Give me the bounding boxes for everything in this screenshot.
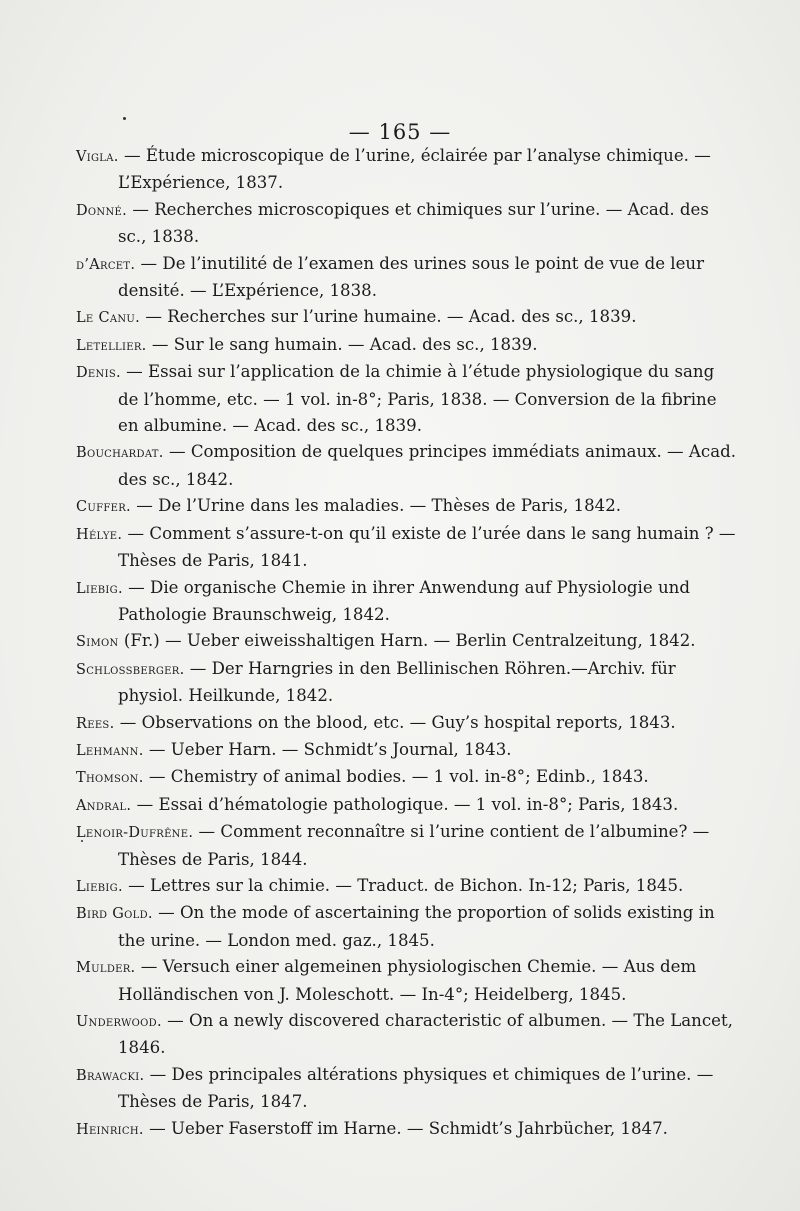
entry-text: — Comment reconnaître si l’urine contient de l’albumine? — Thèses de Paris, 1844. <box>118 822 710 869</box>
entry-author: Schlossberger. <box>76 661 185 678</box>
bibliography-entry <box>76 819 736 873</box>
entry-author: Donné. <box>76 202 128 219</box>
entry-author: Cuffer. <box>76 499 131 516</box>
entry-author: Brawacki. <box>76 1067 145 1084</box>
bibliography-entry <box>76 359 736 439</box>
entry-text: — On the mode of ascertaining the proportion of solids existing in the urine. — London med. gaz., 1845. <box>118 903 715 950</box>
entry-text: — Chemistry of animal bodies. — 1 vol. in-8°; Edinb., 1843. <box>143 767 649 787</box>
entry-author: Letellier. <box>76 337 147 354</box>
entry-text: — Essai sur l’application de la chimie à l’étude physiologique du sang de l’homme, etc. — 1 vol. in-8°; Paris, 1838. — Conversion de la fibrine en albumine. — Acad. des sc., 1839. <box>118 362 717 436</box>
entry-text: — Recherches microscopiques et chimiques sur l’urine. — Acad. des sc., 1838. <box>118 199 709 247</box>
bibliography-entry <box>76 628 736 655</box>
entry-author: Liebig. <box>76 878 123 895</box>
entry-text: — Essai d’hématologie pathologique. — 1 vol. in-8°; Paris, 1843. <box>131 794 679 814</box>
entry-text: — Étude microscopique de l’urine, éclairée par l’analyse chimique. — L’Expérience, 1837. <box>118 146 711 193</box>
bibliography-entry <box>76 873 736 900</box>
bibliography-entry <box>76 764 736 791</box>
entry-text: — Des principales altérations physiques et chimiques de l’urine. — Thèses de Paris, 1847. <box>118 1064 714 1112</box>
bibliography-entry <box>76 304 736 331</box>
bibliography-list <box>76 143 736 1143</box>
bibliography-entry <box>76 1008 736 1062</box>
entry-text: — De l’Urine dans les maladies. — Thèses de Paris, 1842. <box>130 496 622 516</box>
entry-author: Bouchardat. <box>76 445 164 462</box>
entry-author: Bird Gold. <box>76 906 153 923</box>
entry-text: — Observations on the blood, etc. — Guy’s hospital reports, 1843. <box>114 712 676 732</box>
entry-text: — Ueber Harn. — Schmidt’s Journal, 1843. <box>143 739 512 759</box>
bibliography-entry <box>76 710 736 737</box>
bibliography-entry <box>76 737 736 764</box>
entry-text: — De l’inutilité de l’examen des urines sous le point de vue de leur densité. — L’Expérience, 1838. <box>118 253 705 301</box>
bibliography-entry <box>76 954 736 1008</box>
bibliography-entry <box>76 521 736 575</box>
entry-text: — Comment s’assure-t-on qu’il existe de l’urée dans le sang humain ? — Thèses de Paris, 1841. <box>118 523 736 571</box>
entry-text: — Sur le sang humain. — Acad. des sc., 1839. <box>146 334 538 354</box>
entry-text: (Fr.) — Ueber eiweisshaltigen Harn. — Berlin Centralzeitung, 1842. <box>118 631 696 651</box>
bibliography-entry <box>76 332 736 359</box>
bibliography-entry <box>76 251 736 305</box>
entry-text: — Lettres sur la chimie. — Traduct. de Bichon. In-12; Paris, 1845. <box>122 875 684 895</box>
entry-text: — On a newly discovered characteristic of albumen. — The Lancet, 1846. <box>118 1011 733 1058</box>
bibliography-entry <box>76 656 736 710</box>
bibliography-entry <box>76 575 736 629</box>
entry-text: — Ueber Faserstoff im Harne. — Schmidt’s Jahrbücher, 1847. <box>143 1118 668 1138</box>
entry-text: — Recherches sur l’urine humaine. — Acad. des sc., 1839. <box>140 307 637 327</box>
entry-author: Underwood. <box>76 1014 162 1030</box>
entry-author: Denis. <box>76 365 121 382</box>
entry-author: d’Arcet. <box>76 256 136 273</box>
bibliography-entry <box>76 439 736 493</box>
bibliography-entry <box>76 493 736 520</box>
entry-text: — Versuch einer algemeinen physiologischen Chemie. — Aus dem Holländischen von J. Moleschott. — In-4°; Heidelberg, 1845. <box>118 957 697 1004</box>
bibliography-entry <box>76 1116 736 1143</box>
entry-author: Simon <box>76 634 119 651</box>
entry-author: Andral. <box>76 797 132 814</box>
entry-author: Lenoir-Dufrêne. <box>76 825 194 842</box>
entry-author: Rees. <box>76 715 115 732</box>
entry-text: — Der Harngries in den Bellinischen Röhren.—Archiv. für physiol. Heilkunde, 1842. <box>118 658 676 706</box>
entry-author: Liebig. <box>76 580 123 597</box>
entry-author: Heinrich. <box>76 1121 144 1138</box>
entry-author: Hélye. <box>76 526 123 543</box>
entry-author: Le Canu. <box>76 310 141 327</box>
entry-author: Vigla. <box>76 149 119 165</box>
entry-author: Mulder. <box>76 960 136 977</box>
bibliography-entry <box>76 900 736 954</box>
bibliography-entry <box>76 792 736 819</box>
entry-text: — Die organische Chemie in ihrer Anwendung auf Physiologie und Pathologie Braunschweig, 1842. <box>118 577 690 624</box>
entry-text: — Composition de quelques principes immédiats animaux. — Acad. des sc., 1842. <box>118 442 736 489</box>
page-number: — 165 — <box>348 120 452 144</box>
entry-author: Lehmann. <box>76 742 144 759</box>
bibliography-entry <box>76 143 736 197</box>
entry-author: Thomson. <box>76 770 144 787</box>
bibliography-entry <box>76 1062 736 1116</box>
bibliography-entry <box>76 197 736 251</box>
